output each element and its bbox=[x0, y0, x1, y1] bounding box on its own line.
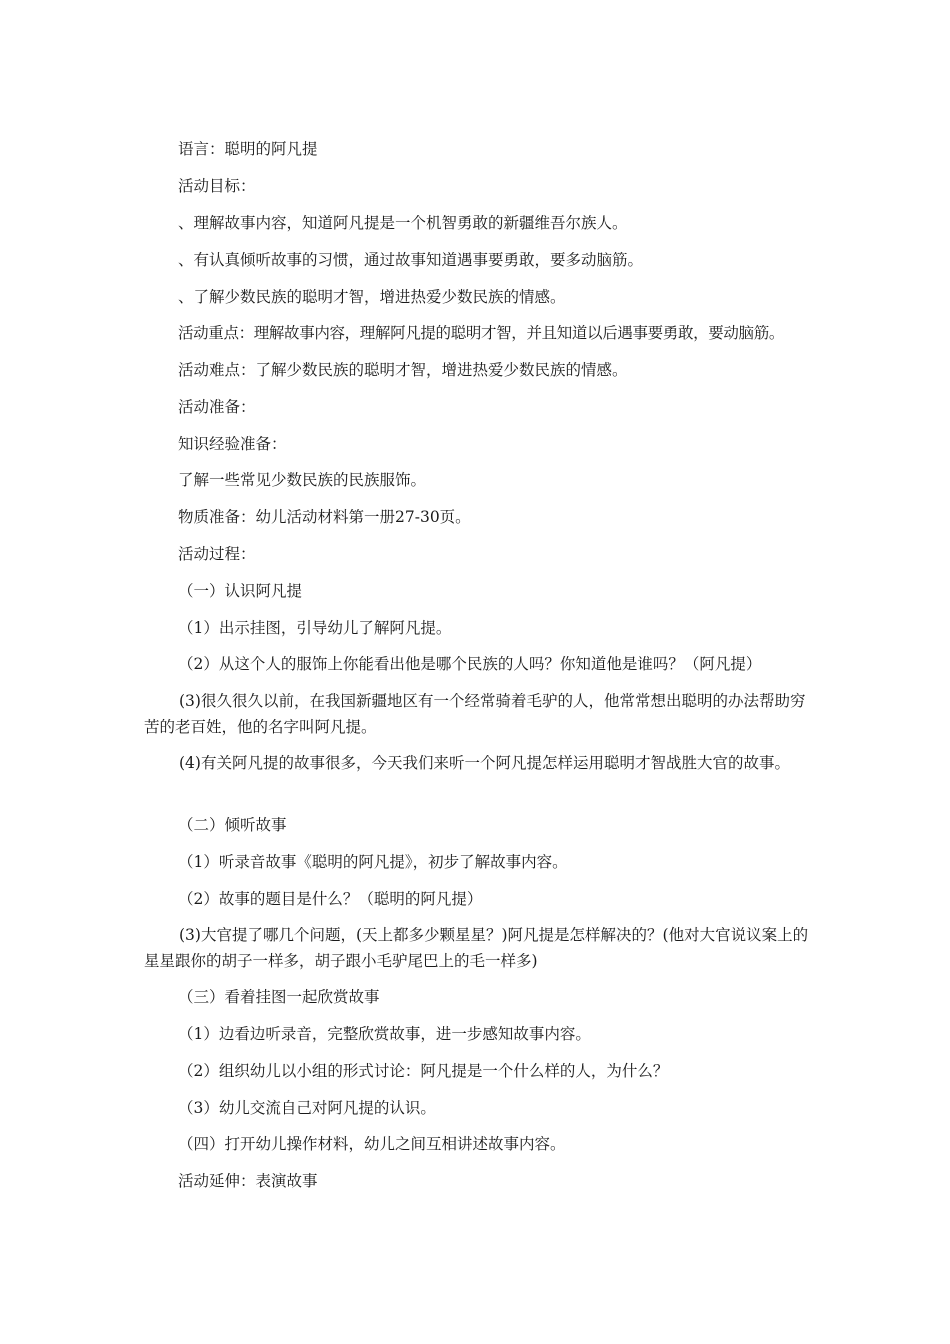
paragraph-step-2-1: （1）听录音故事《聪明的阿凡提》，初步了解故事内容。 bbox=[178, 853, 568, 871]
paragraph-step-3-2: （2）组织幼儿以小组的形式讨论：阿凡提是一个什么样的人，为什么？ bbox=[178, 1062, 669, 1080]
paragraph-step-1-2: （2）从这个人的服饰上你能看出他是哪个民族的人吗？你知道他是谁吗？（阿凡提） bbox=[178, 655, 762, 673]
paragraph-step-3-1: （1）边看边听录音，完整欣赏故事，进一步感知故事内容。 bbox=[178, 1025, 591, 1043]
section-heading-extension: 活动延伸：表演故事 bbox=[178, 1172, 318, 1190]
step-heading-3: （三）看着挂图一起欣赏故事 bbox=[178, 988, 380, 1006]
paragraph-step-2-2: （2）故事的题目是什么？（聪明的阿凡提） bbox=[178, 890, 483, 908]
step-heading-4: （四）打开幼儿操作材料，幼儿之间互相讲述故事内容。 bbox=[178, 1135, 566, 1153]
step-heading-1: （一）认识阿凡提 bbox=[178, 582, 303, 600]
paragraph-goal-1: 、理解故事内容，知道阿凡提是一个机智勇敢的新疆维吾尔族人。 bbox=[178, 214, 628, 232]
paragraph-difficulties: 活动难点：了解少数民族的聪明才智，增进热爱少数民族的情感。 bbox=[178, 361, 628, 379]
paragraph-step-1-3: (3)很久很久以前，在我国新疆地区有一个经常骑着毛驴的人，他常常想出聪明的办法帮助穷苦的老百姓，他的名字叫阿凡提。 bbox=[144, 692, 806, 736]
paragraph-costume: 了解一些常见少数民族的民族服饰。 bbox=[178, 471, 427, 489]
document-title: 语言：聪明的阿凡提 bbox=[178, 140, 318, 158]
paragraph-step-1-4: (4)有关阿凡提的故事很多，今天我们来听一个阿凡提怎样运用聪明才智战胜大官的故事。 bbox=[179, 754, 790, 772]
paragraph-goal-3: 、了解少数民族的聪明才智，增进热爱少数民族的情感。 bbox=[178, 288, 566, 306]
step-heading-2: （二）倾听故事 bbox=[178, 816, 287, 834]
section-heading-preparation: 活动准备： bbox=[178, 398, 256, 416]
section-heading-process: 活动过程： bbox=[178, 545, 256, 563]
section-heading-goals: 活动目标： bbox=[178, 177, 256, 195]
paragraph-step-1-1: （1）出示挂图，引导幼儿了解阿凡提。 bbox=[178, 619, 452, 637]
paragraph-goal-2: 、有认真倾听故事的习惯，通过故事知道遇事要勇敢，要多动脑筋。 bbox=[178, 251, 644, 269]
paragraph-knowledge-prep: 知识经验准备： bbox=[178, 435, 287, 453]
paragraph-step-3-3: （3）幼儿交流自己对阿凡提的认识。 bbox=[178, 1099, 436, 1117]
paragraph-step-2-3: (3)大官提了哪几个问题，(天上都多少颗星星？)阿凡提是怎样解决的？(他对大官说议案上的星星跟你的胡子一样多，胡子跟小毛驴尾巴上的毛一样多) bbox=[144, 926, 809, 970]
paragraph-key-points: 活动重点：理解故事内容，理解阿凡提的聪明才智，并且知道以后遇事要勇敢，要动脑筋。 bbox=[178, 324, 785, 342]
paragraph-materials: 物质准备：幼儿活动材料第一册27-30页。 bbox=[178, 508, 471, 526]
